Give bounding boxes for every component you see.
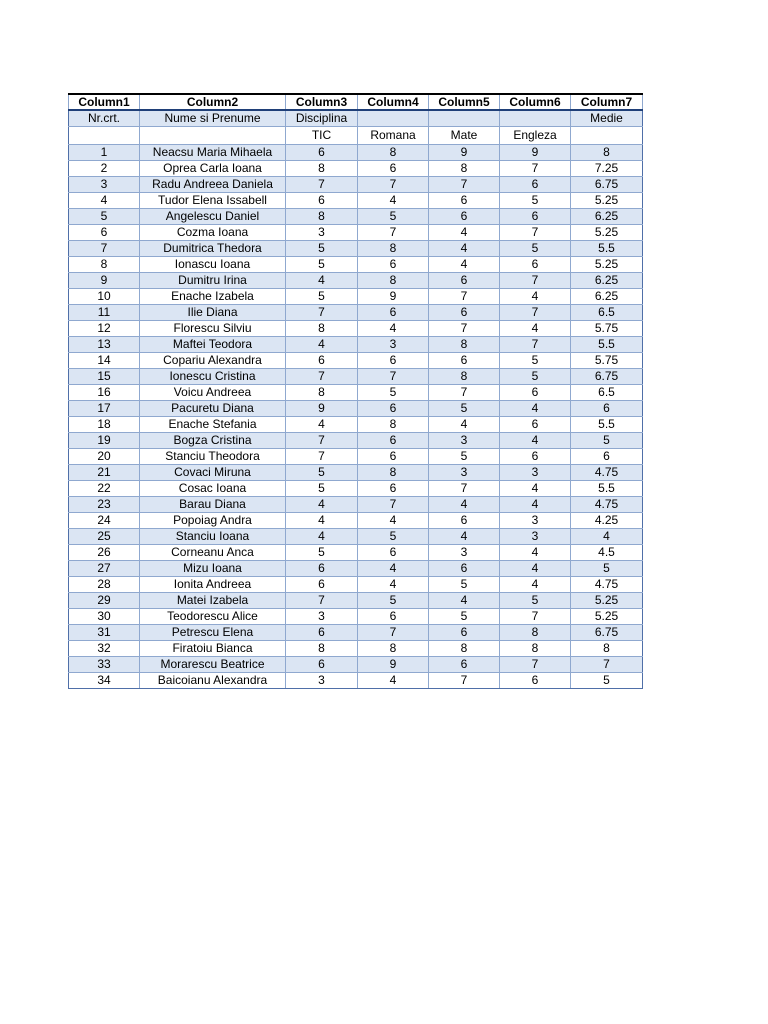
cell-engleza[interactable]: 4: [500, 561, 571, 577]
cell-tic[interactable]: 8: [286, 209, 358, 225]
cell-mate[interactable]: 4: [429, 225, 500, 241]
cell-mate[interactable]: 8: [429, 641, 500, 657]
cell-mate[interactable]: 4: [429, 593, 500, 609]
cell-romana[interactable]: 6: [358, 609, 429, 625]
cell-medie[interactable]: 6.25: [571, 289, 643, 305]
cell-mate[interactable]: 8: [429, 161, 500, 177]
cell-medie[interactable]: 6.5: [571, 385, 643, 401]
cell-romana[interactable]: 4: [358, 193, 429, 209]
cell-nr[interactable]: 3: [69, 177, 140, 193]
cell-name[interactable]: Dumitrica Thedora: [140, 241, 286, 257]
cell-romana[interactable]: 8: [358, 145, 429, 161]
cell-mate[interactable]: 7: [429, 177, 500, 193]
cell-disciplina-label[interactable]: Disciplina: [286, 110, 358, 127]
cell-engleza[interactable]: 4: [500, 289, 571, 305]
cell-romana[interactable]: 9: [358, 289, 429, 305]
cell-romana[interactable]: 5: [358, 385, 429, 401]
cell-engleza[interactable]: 6: [500, 417, 571, 433]
header-cell-2[interactable]: Column2: [140, 94, 286, 110]
cell-engleza[interactable]: 7: [500, 273, 571, 289]
cell-medie[interactable]: 8: [571, 641, 643, 657]
cell-tic[interactable]: 6: [286, 577, 358, 593]
cell-name[interactable]: Stanciu Theodora: [140, 449, 286, 465]
cell-romana[interactable]: 7: [358, 497, 429, 513]
cell-empty[interactable]: [358, 110, 429, 127]
cell-tic[interactable]: 6: [286, 353, 358, 369]
cell-tic[interactable]: 7: [286, 593, 358, 609]
table-row: [69, 273, 643, 289]
cell-tic[interactable]: 4: [286, 529, 358, 545]
table-row: [69, 337, 643, 353]
table-row: [69, 513, 643, 529]
cell-nr[interactable]: 17: [69, 401, 140, 417]
cell-romana[interactable]: 4: [358, 561, 429, 577]
table-row: [69, 449, 643, 465]
cell-tic[interactable]: 4: [286, 337, 358, 353]
table-row: [69, 369, 643, 385]
cell-medie[interactable]: 5.25: [571, 257, 643, 273]
cell-engleza[interactable]: 4: [500, 481, 571, 497]
cell-engleza[interactable]: 6: [500, 257, 571, 273]
cell-name[interactable]: Petrescu Elena: [140, 625, 286, 641]
cell-engleza[interactable]: 6: [500, 673, 571, 689]
cell-engleza[interactable]: 5: [500, 241, 571, 257]
cell-nr-crt-label[interactable]: Nr.crt.: [69, 110, 140, 127]
cell-romana[interactable]: 5: [358, 593, 429, 609]
cell-name[interactable]: Enache Izabela: [140, 289, 286, 305]
cell-nr[interactable]: 14: [69, 353, 140, 369]
cell-romana[interactable]: 6: [358, 401, 429, 417]
cell-name[interactable]: Tudor Elena Issabell: [140, 193, 286, 209]
cell-medie[interactable]: 4: [571, 529, 643, 545]
cell-romana[interactable]: 4: [358, 673, 429, 689]
table-row: [69, 305, 643, 321]
cell-nr[interactable]: 22: [69, 481, 140, 497]
cell-engleza[interactable]: 8: [500, 625, 571, 641]
cell-nr[interactable]: 6: [69, 225, 140, 241]
cell-name[interactable]: Voicu Andreea: [140, 385, 286, 401]
cell-tic[interactable]: 3: [286, 609, 358, 625]
table-row: [69, 145, 643, 161]
cell-name[interactable]: Copariu Alexandra: [140, 353, 286, 369]
table-row: [69, 417, 643, 433]
cell-mate[interactable]: 6: [429, 193, 500, 209]
header-cell-3[interactable]: Column3: [286, 94, 358, 110]
cell-romana[interactable]: 6: [358, 353, 429, 369]
cell-medie[interactable]: 7.25: [571, 161, 643, 177]
cell-mate[interactable]: 6: [429, 561, 500, 577]
cell-mate[interactable]: 8: [429, 369, 500, 385]
cell-name[interactable]: Barau Diana: [140, 497, 286, 513]
cell-romana[interactable]: 8: [358, 465, 429, 481]
cell-medie[interactable]: 4.5: [571, 545, 643, 561]
grades-table: [68, 93, 643, 689]
table-row: [69, 289, 643, 305]
cell-medie[interactable]: 5.75: [571, 353, 643, 369]
cell-name[interactable]: Maftei Teodora: [140, 337, 286, 353]
cell-medie[interactable]: 5.25: [571, 593, 643, 609]
cell-medie[interactable]: 5.5: [571, 241, 643, 257]
cell-tic[interactable]: 5: [286, 289, 358, 305]
cell-mate[interactable]: 6: [429, 513, 500, 529]
cell-nr[interactable]: 21: [69, 465, 140, 481]
table-row: [69, 401, 643, 417]
table-row: [69, 161, 643, 177]
cell-mate[interactable]: 7: [429, 673, 500, 689]
cell-romana[interactable]: 6: [358, 433, 429, 449]
cell-mate[interactable]: 7: [429, 481, 500, 497]
cell-nr[interactable]: 16: [69, 385, 140, 401]
cell-nr[interactable]: 28: [69, 577, 140, 593]
cell-romana[interactable]: 3: [358, 337, 429, 353]
cell-mate[interactable]: 7: [429, 289, 500, 305]
table-row: [69, 657, 643, 673]
cell-engleza[interactable]: 9: [500, 145, 571, 161]
cell-tic[interactable]: 4: [286, 497, 358, 513]
cell-medie[interactable]: 6.25: [571, 209, 643, 225]
cell-romana[interactable]: 8: [358, 417, 429, 433]
cell-engleza[interactable]: 7: [500, 657, 571, 673]
cell-name[interactable]: Oprea Carla Ioana: [140, 161, 286, 177]
cell-engleza[interactable]: 6: [500, 385, 571, 401]
cell-medie[interactable]: 4.75: [571, 497, 643, 513]
cell-romana[interactable]: 7: [358, 369, 429, 385]
cell-tic[interactable]: 5: [286, 257, 358, 273]
cell-empty[interactable]: [429, 110, 500, 127]
cell-romana[interactable]: 6: [358, 449, 429, 465]
cell-name[interactable]: Florescu Silviu: [140, 321, 286, 337]
cell-tic[interactable]: 6: [286, 145, 358, 161]
cell-mate[interactable]: 6: [429, 209, 500, 225]
cell-medie[interactable]: 7: [571, 657, 643, 673]
cell-engleza[interactable]: 4: [500, 321, 571, 337]
cell-engleza[interactable]: 5: [500, 193, 571, 209]
cell-name[interactable]: Ilie Diana: [140, 305, 286, 321]
cell-nr[interactable]: 13: [69, 337, 140, 353]
cell-nr[interactable]: 8: [69, 257, 140, 273]
cell-nr[interactable]: 15: [69, 369, 140, 385]
cell-mate[interactable]: 4: [429, 529, 500, 545]
cell-engleza[interactable]: 7: [500, 225, 571, 241]
cell-romana[interactable]: 7: [358, 225, 429, 241]
cell-tic[interactable]: 8: [286, 641, 358, 657]
cell-mate[interactable]: 5: [429, 577, 500, 593]
cell-name[interactable]: Popoiag Andra: [140, 513, 286, 529]
cell-romana[interactable]: 4: [358, 321, 429, 337]
cell-medie[interactable]: 5.5: [571, 417, 643, 433]
cell-name[interactable]: Cosac Ioana: [140, 481, 286, 497]
cell-engleza[interactable]: 4: [500, 401, 571, 417]
cell-engleza[interactable]: 7: [500, 305, 571, 321]
cell-medie[interactable]: 5.25: [571, 225, 643, 241]
cell-engleza[interactable]: 5: [500, 369, 571, 385]
cell-mate[interactable]: 4: [429, 257, 500, 273]
cell-medie[interactable]: 5.25: [571, 609, 643, 625]
table-row: [69, 481, 643, 497]
cell-medie[interactable]: 6: [571, 449, 643, 465]
cell-romana[interactable]: 6: [358, 481, 429, 497]
cell-nr[interactable]: 31: [69, 625, 140, 641]
cell-nr[interactable]: 2: [69, 161, 140, 177]
cell-engleza[interactable]: 3: [500, 529, 571, 545]
cell-romana[interactable]: 9: [358, 657, 429, 673]
cell-name[interactable]: Bogza Cristina: [140, 433, 286, 449]
cell-mate[interactable]: 3: [429, 545, 500, 561]
cell-medie[interactable]: 5: [571, 433, 643, 449]
cell-mate[interactable]: 3: [429, 433, 500, 449]
cell-name[interactable]: Radu Andreea Daniela: [140, 177, 286, 193]
cell-mate[interactable]: 8: [429, 337, 500, 353]
cell-name-label[interactable]: Nume si Prenume: [140, 110, 286, 127]
cell-medie[interactable]: 8: [571, 145, 643, 161]
cell-medie[interactable]: 4.25: [571, 513, 643, 529]
table-row: [69, 225, 643, 241]
header-cell-1[interactable]: Column1: [69, 94, 140, 110]
cell-medie[interactable]: 6.75: [571, 625, 643, 641]
cell-tic[interactable]: 8: [286, 321, 358, 337]
cell-empty[interactable]: [140, 127, 286, 145]
cell-medie[interactable]: 5: [571, 561, 643, 577]
cell-name[interactable]: Teodorescu Alice: [140, 609, 286, 625]
cell-tic[interactable]: 6: [286, 561, 358, 577]
cell-name[interactable]: Corneanu Anca: [140, 545, 286, 561]
cell-mate[interactable]: 6: [429, 657, 500, 673]
cell-romana[interactable]: 4: [358, 513, 429, 529]
table-row: [69, 353, 643, 369]
cell-tic[interactable]: 7: [286, 369, 358, 385]
cell-nr[interactable]: 11: [69, 305, 140, 321]
cell-romana[interactable]: 5: [358, 529, 429, 545]
cell-nr[interactable]: 33: [69, 657, 140, 673]
cell-tic[interactable]: 7: [286, 433, 358, 449]
cell-romana[interactable]: 6: [358, 305, 429, 321]
table-row: [69, 593, 643, 609]
header-cell-4[interactable]: Column4: [358, 94, 429, 110]
cell-tic[interactable]: 7: [286, 177, 358, 193]
cell-nr[interactable]: 1: [69, 145, 140, 161]
table-row: [69, 385, 643, 401]
cell-mate[interactable]: 4: [429, 497, 500, 513]
cell-empty[interactable]: [500, 110, 571, 127]
cell-medie[interactable]: 5.5: [571, 481, 643, 497]
cell-name[interactable]: Angelescu Daniel: [140, 209, 286, 225]
header-cell-7[interactable]: Column7: [571, 94, 643, 110]
cell-tic[interactable]: 4: [286, 273, 358, 289]
cell-romana[interactable]: 8: [358, 241, 429, 257]
cell-tic-label[interactable]: TIC: [286, 127, 358, 145]
cell-mate[interactable]: 4: [429, 417, 500, 433]
cell-nr[interactable]: 7: [69, 241, 140, 257]
subheader-row-1: [69, 110, 643, 127]
cell-medie[interactable]: 6.25: [571, 273, 643, 289]
cell-tic[interactable]: 4: [286, 513, 358, 529]
table-row: [69, 625, 643, 641]
cell-tic[interactable]: 5: [286, 545, 358, 561]
cell-mate[interactable]: 5: [429, 449, 500, 465]
table-row: [69, 257, 643, 273]
cell-mate[interactable]: 7: [429, 385, 500, 401]
cell-engleza[interactable]: 6: [500, 209, 571, 225]
cell-name[interactable]: Stanciu Ioana: [140, 529, 286, 545]
header-row: [69, 94, 643, 110]
cell-nr[interactable]: 27: [69, 561, 140, 577]
cell-engleza[interactable]: 4: [500, 433, 571, 449]
cell-tic[interactable]: 6: [286, 625, 358, 641]
cell-medie[interactable]: 5: [571, 673, 643, 689]
table-row: [69, 545, 643, 561]
cell-medie[interactable]: 4.75: [571, 577, 643, 593]
cell-engleza[interactable]: 4: [500, 577, 571, 593]
cell-name[interactable]: Covaci Miruna: [140, 465, 286, 481]
cell-tic[interactable]: 6: [286, 193, 358, 209]
cell-engleza[interactable]: 3: [500, 513, 571, 529]
table-row: [69, 641, 643, 657]
cell-mate[interactable]: 5: [429, 401, 500, 417]
cell-name[interactable]: Ionita Andreea: [140, 577, 286, 593]
cell-nr[interactable]: 32: [69, 641, 140, 657]
cell-engleza[interactable]: 7: [500, 337, 571, 353]
cell-engleza-label[interactable]: Engleza: [500, 127, 571, 145]
table-row: [69, 529, 643, 545]
cell-medie[interactable]: 6.5: [571, 305, 643, 321]
cell-tic[interactable]: 5: [286, 241, 358, 257]
cell-mate[interactable]: 6: [429, 353, 500, 369]
table-row: [69, 673, 643, 689]
cell-romana[interactable]: 8: [358, 273, 429, 289]
cell-romana[interactable]: 6: [358, 545, 429, 561]
header-cell-6[interactable]: Column6: [500, 94, 571, 110]
cell-medie[interactable]: 6.75: [571, 177, 643, 193]
table-row: [69, 433, 643, 449]
cell-nr[interactable]: 30: [69, 609, 140, 625]
cell-mate[interactable]: 9: [429, 145, 500, 161]
cell-name[interactable]: Morarescu Beatrice: [140, 657, 286, 673]
cell-engleza[interactable]: 5: [500, 353, 571, 369]
table-row: [69, 193, 643, 209]
cell-romana[interactable]: 6: [358, 257, 429, 273]
cell-romana-label[interactable]: Romana: [358, 127, 429, 145]
cell-name[interactable]: Matei Izabela: [140, 593, 286, 609]
cell-nr[interactable]: 9: [69, 273, 140, 289]
header-cell-5[interactable]: Column5: [429, 94, 500, 110]
cell-medie[interactable]: 5.25: [571, 193, 643, 209]
cell-medie-label[interactable]: Medie: [571, 110, 643, 127]
cell-engleza[interactable]: 7: [500, 161, 571, 177]
cell-nr[interactable]: 24: [69, 513, 140, 529]
cell-medie[interactable]: 6: [571, 401, 643, 417]
cell-engleza[interactable]: 3: [500, 465, 571, 481]
cell-tic[interactable]: 5: [286, 481, 358, 497]
cell-romana[interactable]: 4: [358, 577, 429, 593]
cell-medie[interactable]: 6.75: [571, 369, 643, 385]
cell-name[interactable]: Enache Stefania: [140, 417, 286, 433]
cell-nr[interactable]: 10: [69, 289, 140, 305]
cell-mate[interactable]: 6: [429, 625, 500, 641]
cell-mate[interactable]: 6: [429, 273, 500, 289]
cell-nr[interactable]: 34: [69, 673, 140, 689]
cell-tic[interactable]: 5: [286, 465, 358, 481]
cell-tic[interactable]: 4: [286, 417, 358, 433]
table-row: [69, 465, 643, 481]
table-row: [69, 321, 643, 337]
cell-mate[interactable]: 3: [429, 465, 500, 481]
cell-mate[interactable]: 4: [429, 241, 500, 257]
cell-nr[interactable]: 18: [69, 417, 140, 433]
cell-mate-label[interactable]: Mate: [429, 127, 500, 145]
cell-empty[interactable]: [571, 127, 643, 145]
table-row: [69, 609, 643, 625]
cell-name[interactable]: Firatoiu Bianca: [140, 641, 286, 657]
cell-engleza[interactable]: 5: [500, 593, 571, 609]
cell-name[interactable]: Baicoianu Alexandra: [140, 673, 286, 689]
cell-nr[interactable]: 12: [69, 321, 140, 337]
cell-nr[interactable]: 4: [69, 193, 140, 209]
cell-tic[interactable]: 6: [286, 657, 358, 673]
cell-medie[interactable]: 4.75: [571, 465, 643, 481]
cell-medie[interactable]: 5.75: [571, 321, 643, 337]
cell-romana[interactable]: 5: [358, 209, 429, 225]
cell-name[interactable]: Cozma Ioana: [140, 225, 286, 241]
cell-nr[interactable]: 20: [69, 449, 140, 465]
cell-mate[interactable]: 5: [429, 609, 500, 625]
cell-romana[interactable]: 7: [358, 177, 429, 193]
cell-empty[interactable]: [69, 127, 140, 145]
cell-medie[interactable]: 5.5: [571, 337, 643, 353]
cell-romana[interactable]: 8: [358, 641, 429, 657]
cell-nr[interactable]: 5: [69, 209, 140, 225]
cell-engleza[interactable]: 4: [500, 497, 571, 513]
cell-mate[interactable]: 6: [429, 305, 500, 321]
cell-tic[interactable]: 8: [286, 161, 358, 177]
cell-tic[interactable]: 9: [286, 401, 358, 417]
table-row: [69, 497, 643, 513]
cell-name[interactable]: Neacsu Maria Mihaela: [140, 145, 286, 161]
table-row: [69, 561, 643, 577]
cell-nr[interactable]: 29: [69, 593, 140, 609]
table-row: [69, 577, 643, 593]
table-row: [69, 177, 643, 193]
cell-name[interactable]: Dumitru Irina: [140, 273, 286, 289]
cell-tic[interactable]: 7: [286, 449, 358, 465]
cell-engleza[interactable]: 4: [500, 545, 571, 561]
cell-name[interactable]: Mizu Ioana: [140, 561, 286, 577]
cell-mate[interactable]: 7: [429, 321, 500, 337]
cell-nr[interactable]: 19: [69, 433, 140, 449]
cell-engleza[interactable]: 8: [500, 641, 571, 657]
spreadsheet: [68, 93, 643, 689]
cell-tic[interactable]: 3: [286, 225, 358, 241]
subheader-row-2: [69, 127, 643, 145]
cell-engleza[interactable]: 7: [500, 609, 571, 625]
cell-name[interactable]: Ionascu Ioana: [140, 257, 286, 273]
cell-nr[interactable]: 26: [69, 545, 140, 561]
cell-name[interactable]: Pacuretu Diana: [140, 401, 286, 417]
cell-nr[interactable]: 25: [69, 529, 140, 545]
cell-tic[interactable]: 7: [286, 305, 358, 321]
cell-romana[interactable]: 6: [358, 161, 429, 177]
cell-romana[interactable]: 7: [358, 625, 429, 641]
cell-engleza[interactable]: 6: [500, 177, 571, 193]
cell-engleza[interactable]: 6: [500, 449, 571, 465]
table-row: [69, 209, 643, 225]
cell-tic[interactable]: 8: [286, 385, 358, 401]
table-row: [69, 241, 643, 257]
cell-name[interactable]: Ionescu Cristina: [140, 369, 286, 385]
cell-nr[interactable]: 23: [69, 497, 140, 513]
cell-tic[interactable]: 3: [286, 673, 358, 689]
